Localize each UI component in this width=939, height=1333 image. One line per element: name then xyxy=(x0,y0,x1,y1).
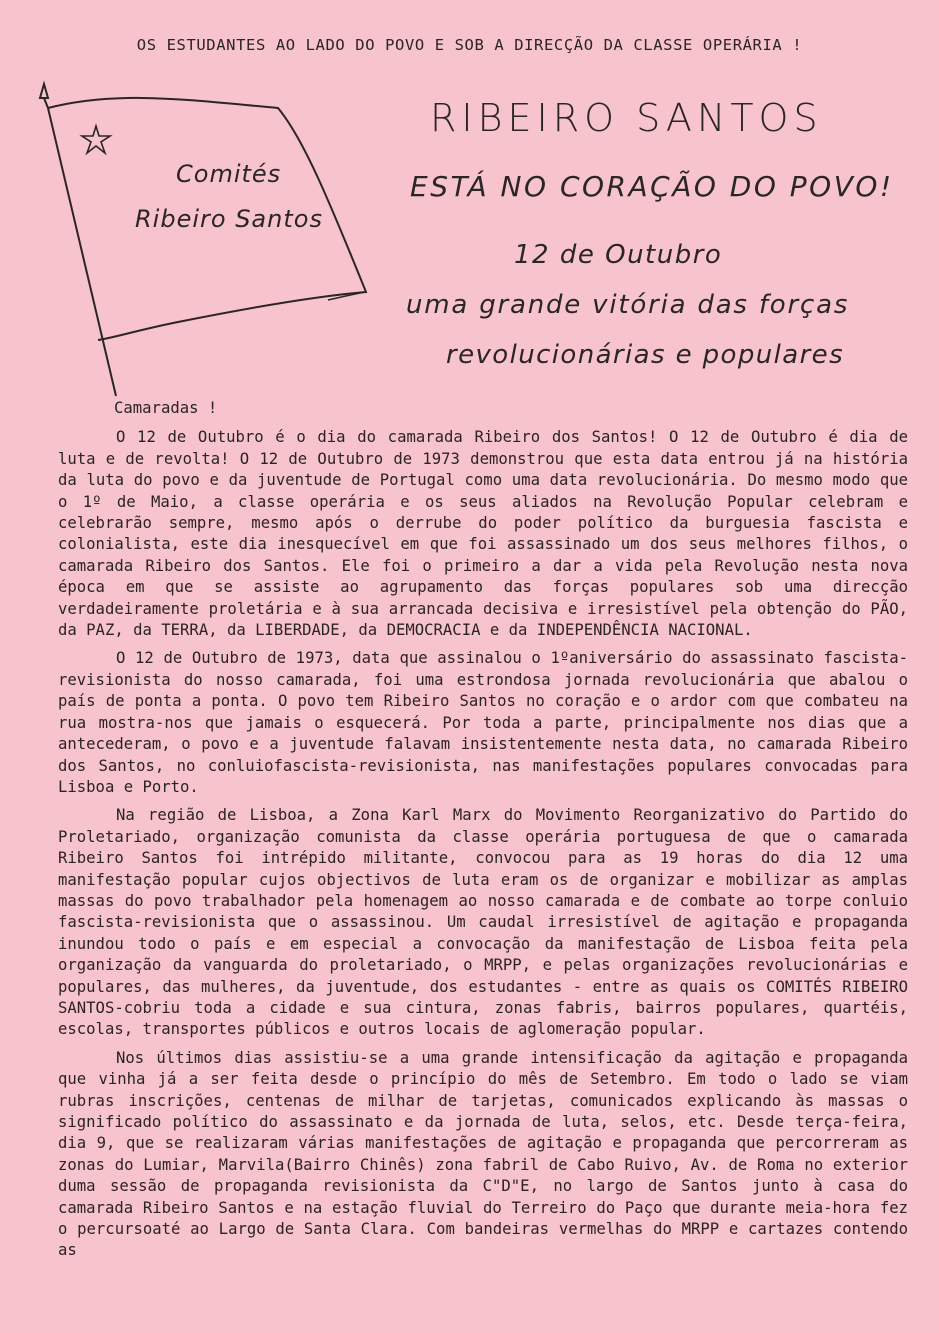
flag-outline-icon xyxy=(28,78,388,408)
flag-text-committees: Comités xyxy=(176,160,282,188)
star-icon xyxy=(82,126,110,153)
paragraph-3: Na região de Lisboa, a Zona Karl Marx do Movimento Reorganizativo do Partido do Proletariado, organização comunista da classe operária portuguesa de que o camarada Ribeiro Santos foi intrépido militante, convocou para as 19 horas do dia 12 uma manifestação popular cujos objectivos de luta eram os de organizar e mobilizar as amplas massas do povo trabalhador pela homenagem ao nosso camarada e de combate ao torpe conluio fascista-revisionista que o assassinou. Um caudal irresistível de agitação e propaganda inundou todo o país e em especial a convocação da manifestação de Lisboa feita pela organização da vanguarda do proletariado, o MRPP, e pelas organizações revolucionárias e populares, das mulheres, da juventude, dos estudantes - entre as quais os COMITÉS RIBEIRO SANTOS-cobriu toda a cidade e sua cintura, zonas fabris, bairros populares, quartéis, escolas, transportes públicos e outros locais de aglomeração popular. xyxy=(58,806,908,1039)
page-subtitle: ESTÁ NO CORAÇÃO DO POVO! xyxy=(410,170,894,203)
date-heading: 12 de Outubro xyxy=(514,240,723,270)
body-text xyxy=(58,398,908,1269)
header-slogan: OS ESTUDANTES AO LADO DO POVO E SOB A DIRECÇÃO DA CLASSE OPERÁRIA ! xyxy=(136,36,803,54)
page-title: RIBEIRO SANTOS xyxy=(430,96,823,140)
paragraph-1: O 12 de Outubro é o dia do camarada Ribeiro dos Santos! O 12 de Outubro é dia de luta e de revolta! O 12 de Outubro de 1973 demonstrou que esta data entrou já na história da luta do povo e da juventude de Portugal como uma data revolucionária. Do mesmo modo que o 1º de Maio, a classe operária e os seus aliados na Revolução Popular celebram e celebrarão sempre, mesmo após o derrube do poder político da burguesia fascista e colonialista, este dia inesquecível em que foi assassinado um dos seus melhores filhos, o camarada Ribeiro dos Santos. Ele foi o primeiro a dar a vida pela Revolução nesta nova época em que se assiste ao agrupamento das forças populares sob uma direcção verdadeiramente proletária e à sua arrancada decisiva e irresistível pela obtenção do PÃO, da PAZ, da TERRA, da LIBERDADE, da DEMOCRACIA e da INDEPENDÊNCIA NACIONAL. xyxy=(58,428,908,640)
victory-line-1: uma grande vitória das forças xyxy=(406,290,850,320)
victory-line-2: revolucionárias e populares xyxy=(446,340,845,370)
salutation: Camaradas ! xyxy=(114,399,218,417)
paragraph-4: Nos últimos dias assistiu-se a uma grande intensificação da agitação e propaganda que vinha já a ser feita desde o princípio do mês de Setembro. Em todo o lado se viam rubras inscrições, centenas de milhar de tarjetas, comunicados explicando às massas o significado político do assassinato e da jornada de luta, selos, etc. Desde terça-feira, dia 9, que se realizaram várias manifestações de agitação e propaganda que percorreram as zonas do Lumiar, Marvila(Bairro Chinês) zona fabril de Cabo Ruivo, Av. de Roma no exterior duma sessão de propaganda revisionista da C"D"E, no largo de Santos junto à casa do camarada Ribeiro Santos e na estação fluvial do Terreiro do Paço que durante meia-hora fez o percursoaté ao Largo de Santa Clara. Com bandeiras vermelhas do MRPP e cartazes contendo as xyxy=(58,1048,908,1260)
red-flag-drawing xyxy=(28,78,388,408)
paragraph-2: O 12 de Outubro de 1973, data que assinalou o 1ºaniversário do assassinato fascista-revisionista do nosso camarada, foi uma estrondosa jornada revolucionária que abalou o país de ponta a ponta. O povo tem Ribeiro Santos no coração e o ardor com que combateu na rua mostra-nos que jamais o esquecerá. Por toda a parte, principalmente nos dias que a antecederam, o povo e a juventude falavam insistentemente nesta data, no camarada Ribeiro dos Santos, no conluiofascista-revisionista, nas manifestações populares convocadas para Lisboa e Porto. xyxy=(58,649,908,796)
flag-text-name: Ribeiro Santos xyxy=(135,205,323,233)
